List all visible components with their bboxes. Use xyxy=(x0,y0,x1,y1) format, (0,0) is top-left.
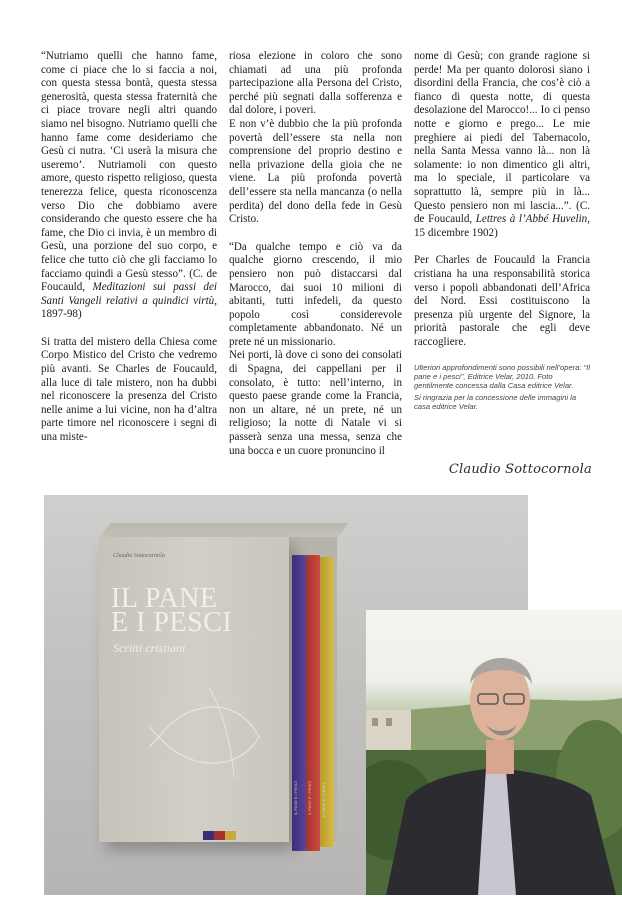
footnote: Ulteriori approfondimenti sono possibili nell’opera: “Il pane e i pesci”, Editrice Velar, 2010. Foto gentilmente concessa dalla Casa editrice Velar. xyxy=(414,363,591,391)
quote-text: nome di Gesù; con grande ragione si perde! Ma per quanto dolorosi siano i disordini della Francia, che cos’è ciò a fianco di questa notte, di questa desolazione del Marocco!... Io ci penso notte e giorno e prego... Le mie preghiere ai piedi del Tabernacolo, nella Santa Messa vanno là... non là solamente: io non dimentico gli altri, ma lo speciale, il particolare va soprattutto là, sempre più in là... Questo pensiero non mi lascia...”. (C. de Foucauld, xyxy=(414,50,590,226)
body-paragraph: Si tratta del mistero della Chiesa come Corpo Mistico del Cristo che vedremo più avanti. Se Charles de Foucauld, alla luce di tale mistero, non ha dubbi nel riconoscere la presenza del Cristo nelle anime a lui vicine, non ha d’altra parte timore nel riconoscere i segni di una miste- xyxy=(41,335,217,444)
quote-paragraph xyxy=(414,50,590,240)
text-column-3 xyxy=(414,50,590,414)
box-author: Claudio Sottocornola xyxy=(113,553,165,559)
citation-title: Lettres à l’Abbé Huvelin xyxy=(475,213,588,226)
body-paragraph: E non v’è dubbio che la più profonda povertà dell’essere sta nella non comprensione del proprio destino e nella privazione della gioia che ne viene. La più profonda povertà dell’essere sta nella mancanza (o nella perdita) del dono della fede in Gesù Cristo. xyxy=(229,117,402,226)
text-column-1 xyxy=(41,50,217,445)
quote-text: “Nutriamo quelli che hanno fame, come ci piace che lo si faccia a noi, con questa stessa bontà, questa stessa generosità, questa stessa fraternità che ci piace trovare negli altri quando siamo nel bisogno. Nutriamo quelli che hanno fame come desideriamo che Gesù ci nutra. ‘Ci userà la misura che useremo’. Nutriamoli con questo amore, questo rispetto religioso, questa tenerezza felice, questa riconoscenza verso Dio che dobbiamo avere considerando che questo essere che ha fame, che Dio ci invia, è un membro di Gesù, una porzione del suo corpo, e felice che tutto ciò che gli facciamo lo facciamo quindi a Gesù stesso”. (C. de Foucauld, xyxy=(41,50,217,294)
text-column-2 xyxy=(229,50,402,458)
book-box-front xyxy=(99,537,289,842)
author-signature: Claudio Sottocornola xyxy=(448,462,592,477)
box-title-line: IL PANE xyxy=(111,583,218,614)
spine-title: IL PANE E I PESCI xyxy=(321,782,326,817)
box-title-line: E I PESCI xyxy=(111,607,233,638)
color-swatch xyxy=(225,831,236,840)
quote-paragraph xyxy=(41,50,217,322)
citation-date: , 15 dicembre 1902) xyxy=(414,213,590,239)
citation-date: , 1897-98) xyxy=(41,294,217,321)
spine-title: IL PANE E I PESCI xyxy=(293,780,298,815)
footnotes xyxy=(414,363,590,411)
body-paragraph: riosa elezione in coloro che sono chiamati ad una più profonda partecipazione alla Persona del Cristo, perché più segnati dalla sofferenza e dal dolore, i poveri. xyxy=(229,50,402,117)
body-paragraph: Per Charles de Foucauld la Francia cristiana ha una responsabilità storica verso i popoli abbandonati dell’Africa del Nord. Essi costituiscono la presenza più urgente del Signore, la priorità pastorale che egli deve raccogliere. xyxy=(414,254,590,348)
box-title xyxy=(111,583,281,638)
book-spine xyxy=(292,555,306,851)
color-swatch xyxy=(214,831,225,840)
fish-sketch-icon xyxy=(149,677,269,787)
book-spine xyxy=(320,557,334,847)
book-spine xyxy=(306,555,320,851)
author-portrait-illustration xyxy=(366,610,622,895)
author-portrait-photo xyxy=(366,610,622,895)
footnote: Si ringrazia per la concessione delle immagini la casa editrice Velar. xyxy=(414,393,577,412)
spine-title: IL PANE E I PESCI xyxy=(307,780,312,815)
color-swatch xyxy=(203,831,214,840)
quote-paragraph: Nei porti, là dove ci sono dei consolati di Spagna, dei cappellani per il consolato, è tutto: nell’interno, in questo paese grande come la Francia, non un altare, né un prete, né un religioso; la notte di Natale vi si passerà senza una messa, senza che una bocca e un cuore pronuncino il xyxy=(229,349,402,457)
box-subtitle: Scritti cristiani xyxy=(113,641,186,655)
citation-title: Meditazioni sui passi dei Santi Vangeli relativi a quindici virtù xyxy=(41,281,217,307)
quote-paragraph: “Da qualche tempo e ciò va da qualche giorno crescendo, il mio pensiero non può distaccarsi dal Marocco, dai suoi 10 milioni di abitanti, tutti infedeli, da questo popolo così considerevole completamente abbandonato. Né un prete né un missionario. xyxy=(229,240,402,348)
